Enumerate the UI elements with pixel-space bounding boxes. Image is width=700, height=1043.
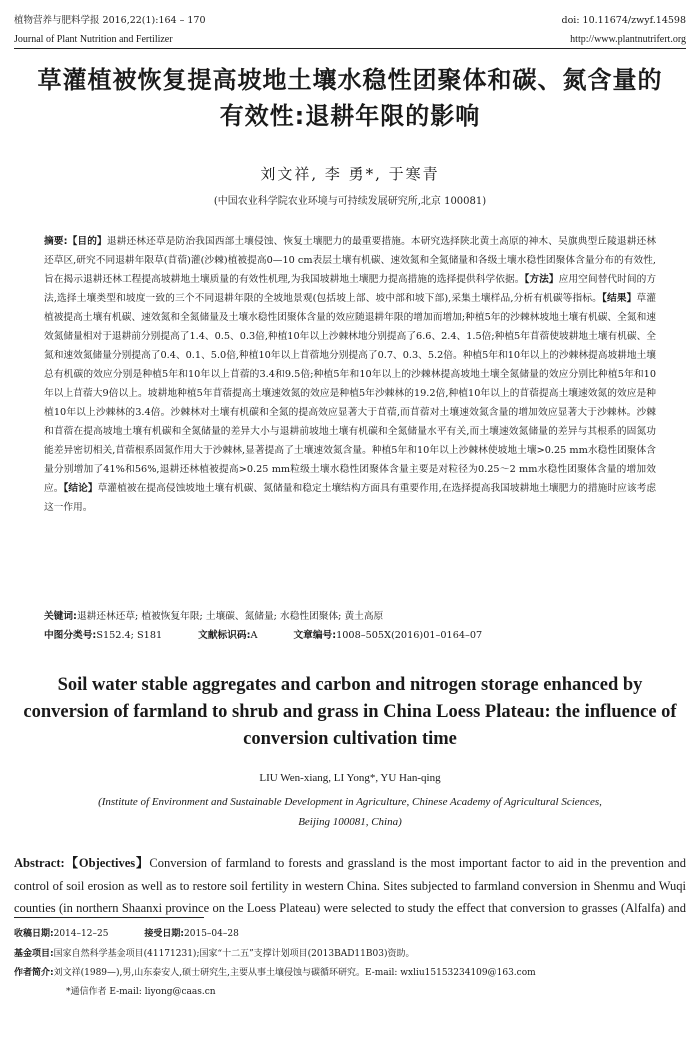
objective-tag-en: 【Objectives】: [64, 856, 150, 870]
fund-label: 基金项目:: [14, 949, 54, 959]
journal-name-en: Journal of Plant Nutrition and Fertilizer: [14, 34, 173, 45]
result-tag-cn: 【结果】: [602, 293, 637, 304]
accepted-label: 接受日期:: [144, 929, 185, 939]
affiliation-en: (Institute of Environment and Sustainable Development in Agriculture, Chinese Academy of Agricultural Sciences, Beijing 100081, China): [98, 796, 602, 828]
footnote-divider: [14, 917, 204, 918]
author-bio-text: 刘文祥(1989—),男,山东泰安人,硕士研究生,主要从事土壤侵蚀与碳循环研究。E-mail: wxliu15153234109@163.com: [53, 968, 536, 978]
article-number-label: 文章编号:: [293, 630, 337, 641]
method-text-cn: 应用空间替代时间的方法,选择土壤类型和坡度一致的三个不同退耕年限的全坡地景观(包括坡上部、坡中部和坡下部),采集土壤样品,分析有机碳等指标。: [44, 274, 657, 304]
abstract-en: [14, 852, 686, 919]
fund-text: 国家自然科学基金项目(41171231);国家“十二五”支撑计划项目(2013BAD11B03)资助。: [53, 949, 415, 959]
title-en: Soil water stable aggregates and carbon and nitrogen storage enhanced by conversion of farmland to shrub and grass in China Loess Plateau: the influence of conversion cultivation time: [23, 675, 677, 749]
author-bio-label: 作者简介:: [14, 968, 54, 978]
classification-line: [44, 626, 518, 645]
keywords-text-cn: 退耕还林还草; 植被恢复年限; 土壤碳、氮储量; 水稳性团聚体; 黄土高原: [76, 611, 384, 622]
article-number-value: 1008–505X(2016)01–0164–07: [336, 630, 483, 641]
method-tag-cn: 【方法】: [524, 274, 559, 285]
title-cn: 草灌植被恢复提高坡地土壤水稳性团聚体和碳、氮含量的有效性:退耕年限的影响: [37, 66, 663, 130]
header-divider: [14, 48, 686, 49]
footnote-funding: [14, 948, 686, 961]
journal-citation-cn: 植物营养与肥料学报 2016,22(1):164 – 170: [14, 15, 206, 26]
doc-code-value: A: [250, 630, 258, 641]
authors-en: LIU Wen-xiang, LI Yong*, YU Han-qing: [259, 772, 441, 784]
keywords-label-cn: 关键词:: [44, 611, 77, 622]
conclusion-text-cn: 草灌植被在提高侵蚀坡地土壤有机碳、氮储量和稳定土壤结构方面具有重要作用,在选择提高我国坡耕地土壤肥力的措施时应该考虑这一作用。: [44, 483, 657, 513]
clc-label: 中图分类号:: [44, 630, 97, 641]
keywords-cn: [44, 607, 656, 626]
objective-tag-cn: 【目的】: [67, 236, 107, 247]
abstract-label-cn: 摘要:: [44, 236, 68, 247]
abstract-cn: [44, 232, 656, 517]
conclusion-tag-cn: 【结论】: [63, 483, 98, 494]
affiliation-cn: (中国农业科学院农业环境与可持续发展研究所,北京 100081): [213, 196, 487, 207]
footnote-dates: [14, 928, 686, 941]
accepted-date: 2015–04–28: [184, 929, 239, 939]
abstract-text-en: Conversion of farmland to forests and grassland is the most important factor to aid in the prevention and control of soil erosion as well as to restore soil fertility in western China. Sites subjected to farmland conversion in Shenmu and Wuqi counties (in northern Shaanxi province on the Loess Plateau) were selected to study the effect that conversion to grasses (Alfalfa) and: [14, 856, 686, 915]
result-text-cn: 草灌植被提高土壤有机碳、速效氮和全氮储量及土壤水稳性团聚体含量的效应随退耕年限的增加而增加;种植5年的沙棘林坡地土壤有机碳、全氮和速效氮储量相对于退耕前分别提高了1.4、0.5、0.3倍,种植10年以上沙棘林地分别提高了6.6、2.4、1.5倍;种植5年苜蓿使坡耕地土壤有机碳、全氮和速效氮储量分别提高了0.4、0.1、5.0倍,种植10年以上苜蓿地分别提高了0.7、0.3、5.2倍。种植5年和10年以上的沙棘林提高坡耕地土壤总有机碳的效应分别是种植5年和10年以上苜蓿的3.4和9.5倍;种植5年和10年以上的沙棘林提高坡地土壤全氮储量的效应分别比种植5年和10年以上苜蓿大9倍以上。坡耕地种植5年苜蓿提高土壤速效氮的效应是种植5年沙棘林的19.2倍,种植10年以上的苜蓿提高土壤速效氮的效应是种植10年以上沙棘林的3.4倍。沙棘林对土壤有机碳和全氮的提高效应显著大于苜蓿,而苜蓿对土壤速效氮含量的增加效应显著大于沙棘林。沙棘和苜蓿在提高坡地土壤有机碳和全氮储量的差异大小与退耕前坡地土壤有机碳和全氮储量水平有关,而土壤速效氮储量的差异与其根系的固氮功能差异密切相关,苜蓿根系固氮作用大于沙棘林,显著提高了土壤速效氮含量。种植5年和10年以上沙棘林使坡地土壤>0.25 mm水稳性团聚体含量分别增加了41%和56%,退耕还林植被提高>0.25 mm粒级土壤水稳性团聚体含量主要是对粒径为0.25〜2 mm水稳性团聚体含量的增加效应。: [44, 293, 657, 494]
received-label: 收稿日期:: [14, 929, 54, 939]
footnote-corresponding: *通信作者 E-mail: liyong@caas.cn: [66, 987, 216, 997]
abstract-label-en: Abstract:: [14, 856, 65, 870]
objective-text-cn: 退耕还林还草是防治我国西部土壤侵蚀、恢复土壤肥力的最重要措施。本研究选择陕北黄土高原的神木、吴旗典型丘陵退耕还林还草区,研究不同退耕年限草(苜蓿)灌(沙棘)植被提高0—10 cm表层土壤有机碳、速效氮和全氮储量和各级土壤水稳性团聚体含量分布的有效性,旨在揭示退耕还林工程提高坡耕地土壤质量的有效性机理,为我国坡耕地土壤肥力提高措施的选择提供科学依据。: [44, 236, 657, 285]
journal-url[interactable]: http://www.plantnutrifert.org: [570, 34, 686, 45]
clc-value: S152.4; S181: [96, 630, 163, 641]
received-date: 2014–12–25: [53, 929, 109, 939]
doc-code-label: 文献标识码:: [198, 630, 251, 641]
doi[interactable]: doi: 10.11674/zwyf.14598: [561, 15, 686, 26]
authors-cn: 刘文祥, 李 勇*, 于寒青: [260, 165, 440, 183]
footnote-author: [14, 967, 686, 980]
